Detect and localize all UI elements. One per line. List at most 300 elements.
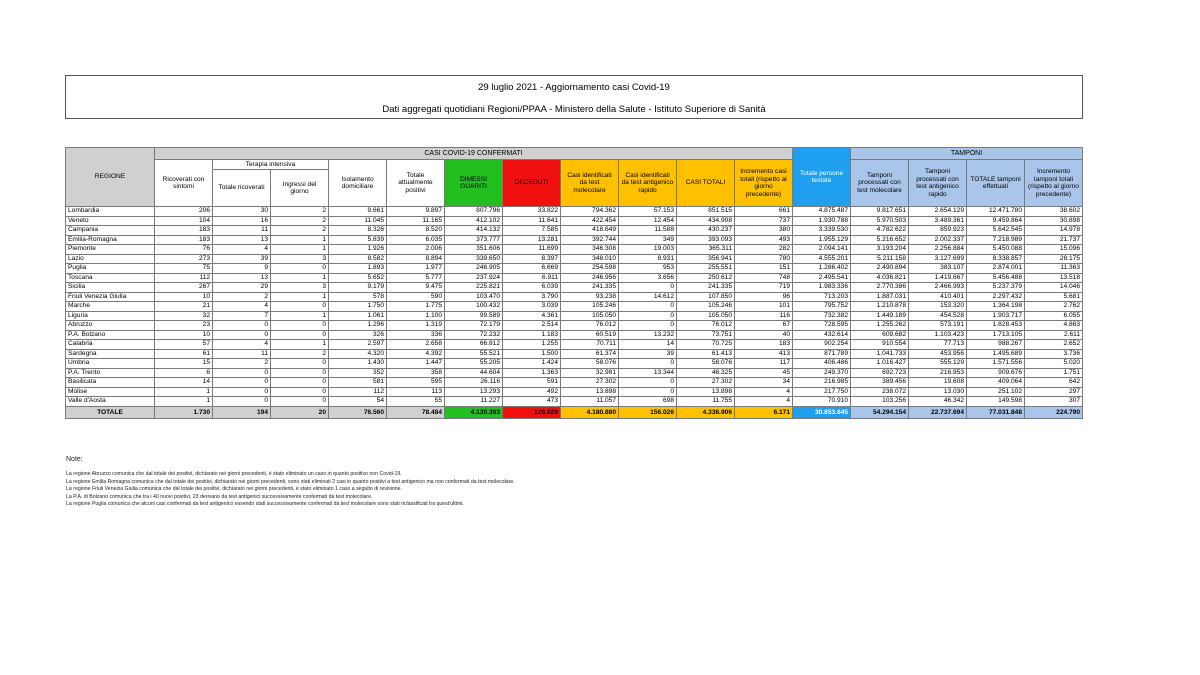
table-cell: 7.585: [503, 226, 561, 236]
table-cell: 1.893: [329, 264, 387, 274]
table-cell: 1.296: [329, 321, 387, 331]
table-cell: 737: [735, 216, 793, 226]
table-row: [66, 292, 1083, 302]
table-cell: 16: [213, 216, 271, 226]
table-cell: 117: [735, 359, 793, 369]
table-cell: 4: [213, 245, 271, 255]
table-cell: 0: [271, 330, 329, 340]
table-cell: 493: [735, 235, 793, 245]
table-cell: 2.002.337: [909, 235, 967, 245]
table-cell: 267: [155, 283, 213, 293]
table-cell: 11.588: [619, 226, 677, 236]
table-cell: 34: [735, 378, 793, 388]
table-cell: 910.554: [851, 340, 909, 350]
table-cell: 4.392: [387, 349, 445, 359]
total-cell: 78.484: [387, 406, 445, 418]
table-cell: 4.036.821: [851, 273, 909, 283]
header-casi-test-molecolare: Casi identificati da test molecolare: [561, 160, 619, 207]
table-cell: 151: [735, 264, 793, 274]
table-cell: 70.725: [677, 340, 735, 350]
region-name: Emilia-Romagna: [66, 235, 155, 245]
table-cell: 57: [155, 340, 213, 350]
table-cell: 99.589: [445, 311, 503, 321]
table-cell: 794.362: [561, 207, 619, 217]
total-label: TOTALE: [66, 406, 155, 418]
note-line: La regione Puglia comunica che alcuni casi confermati da test antigenico essendo stati successivamente confermati da test molecolare sono stati riclassificati tra quest'ultimi.: [66, 501, 464, 508]
table-cell: 77.713: [909, 340, 967, 350]
table-cell: 1.495.689: [967, 349, 1025, 359]
table-cell: 11.699: [503, 245, 561, 255]
table-cell: 96: [735, 292, 793, 302]
table-cell: 0: [271, 397, 329, 407]
total-cell: 20: [271, 406, 329, 418]
table-cell: 1.255: [503, 340, 561, 350]
table-cell: 0: [271, 302, 329, 312]
table-cell: 9.459.864: [967, 216, 1025, 226]
table-cell: 14.046: [1025, 283, 1083, 293]
table-cell: 105.050: [677, 311, 735, 321]
table-cell: 4.361: [503, 311, 561, 321]
total-cell: 76.560: [329, 406, 387, 418]
table-cell: 237.924: [445, 273, 503, 283]
header-ricoverati-sintomi: Ricoverati con sintomi: [155, 160, 213, 207]
table-cell: 11.045: [329, 216, 387, 226]
table-cell: 1.903.717: [967, 311, 1025, 321]
table-cell: 1.750: [329, 302, 387, 312]
table-cell: 2.597: [329, 340, 387, 350]
table-cell: 100.432: [445, 302, 503, 312]
table-cell: 573.191: [909, 321, 967, 331]
region-name: Marche: [66, 302, 155, 312]
table-cell: 75: [155, 264, 213, 274]
table-cell: 116: [735, 311, 793, 321]
report-title-box: [65, 75, 1083, 119]
header-ingressi-giorno: Ingressi del giorno: [271, 170, 329, 207]
total-cell: 156.026: [619, 406, 677, 418]
table-cell: 14: [155, 378, 213, 388]
table-cell: 238.072: [851, 387, 909, 397]
table-cell: 13.344: [619, 368, 677, 378]
table-cell: 93.238: [561, 292, 619, 302]
table-cell: 2.762: [1025, 302, 1083, 312]
table-cell: 1.183: [503, 330, 561, 340]
table-cell: 297: [1025, 387, 1083, 397]
table-cell: 112: [329, 387, 387, 397]
table-cell: 70.910: [793, 397, 851, 407]
table-cell: 351.606: [445, 245, 503, 255]
table-cell: 27.302: [561, 378, 619, 388]
total-cell: 194: [213, 406, 271, 418]
table-cell: 183: [155, 235, 213, 245]
table-row: [66, 397, 1083, 407]
note-line: La regione Abruzzo comunica che dal totale dei positivi, dichiarato nei giorni precedenti, è stato eliminato un caso in quanto positivo non Covid-19.: [66, 471, 402, 478]
table-cell: 953: [619, 264, 677, 274]
table-cell: 8.338.857: [967, 254, 1025, 264]
region-name: Liguria: [66, 311, 155, 321]
region-name: Basilicata: [66, 378, 155, 388]
table-row: [66, 349, 1083, 359]
table-cell: 13.232: [619, 330, 677, 340]
notes-section: [66, 456, 866, 508]
table-cell: 393.093: [677, 235, 735, 245]
table-cell: 2: [271, 216, 329, 226]
table-cell: 3.039: [503, 302, 561, 312]
table-cell: 19.003: [619, 245, 677, 255]
table-cell: 2: [213, 359, 271, 369]
table-cell: 72.232: [445, 330, 503, 340]
table-cell: 113: [387, 387, 445, 397]
header-dimessi-guariti: DIMESSI GUARITI: [445, 160, 503, 207]
table-cell: 0: [271, 264, 329, 274]
table-cell: 1.977: [387, 264, 445, 274]
table-cell: 5.970.503: [851, 216, 909, 226]
table-cell: 255.551: [677, 264, 735, 274]
table-cell: 5.652: [329, 273, 387, 283]
table-cell: 13.898: [677, 387, 735, 397]
table-cell: 241.335: [677, 283, 735, 293]
table-cell: 1.500: [503, 349, 561, 359]
table-cell: 4.782.622: [851, 226, 909, 236]
table-cell: 5.237.379: [967, 283, 1025, 293]
table-cell: 1.828.453: [967, 321, 1025, 331]
table-cell: 1.430: [329, 359, 387, 369]
table-cell: 4: [213, 340, 271, 350]
table-cell: 595: [387, 378, 445, 388]
table-cell: 55.205: [445, 359, 503, 369]
header-casi-test-antigenico: Casi identificati da test antigenico rapido: [619, 160, 677, 207]
table-cell: 1.449.189: [851, 311, 909, 321]
table-cell: 249.370: [793, 368, 851, 378]
table-cell: 389.456: [851, 378, 909, 388]
table-cell: 104: [155, 216, 213, 226]
table-cell: 1.103.423: [909, 330, 967, 340]
table-row: [66, 226, 1083, 236]
region-name: P.A. Trento: [66, 368, 155, 378]
table-cell: 13.030: [909, 387, 967, 397]
table-cell: 406.486: [793, 359, 851, 369]
table-cell: 5.839: [329, 235, 387, 245]
table-cell: 15: [155, 359, 213, 369]
table-cell: 336: [387, 330, 445, 340]
table-cell: 5.450.088: [967, 245, 1025, 255]
header-regione: REGIONE: [66, 148, 155, 207]
table-cell: 413: [735, 349, 793, 359]
table-cell: 988.267: [967, 340, 1025, 350]
table-cell: 6.055: [1025, 311, 1083, 321]
table-cell: 6.039: [503, 283, 561, 293]
table-row: [66, 302, 1083, 312]
table-cell: 581: [329, 378, 387, 388]
table-cell: 5.681: [1025, 292, 1083, 302]
table-cell: 1: [271, 235, 329, 245]
table-cell: 2.514: [503, 321, 561, 331]
table-cell: 10: [155, 330, 213, 340]
table-cell: 61.374: [561, 349, 619, 359]
table-cell: 28.175: [1025, 254, 1083, 264]
table-cell: 1.286.402: [793, 264, 851, 274]
table-cell: 0: [619, 359, 677, 369]
table-cell: 3.127.699: [909, 254, 967, 264]
table-cell: 1.363: [503, 368, 561, 378]
table-cell: 4: [213, 302, 271, 312]
table-cell: 3: [271, 254, 329, 264]
table-cell: 780: [735, 254, 793, 264]
table-cell: 8.520: [387, 226, 445, 236]
note-line: La regione Emilia Romagna comunica che dal totale dei positivi, dichiarato nei giorni precedenti, sono stati eliminati 2 casi in quanto positivi a test antigenico ma non confermati da test molecolare.: [66, 478, 515, 485]
table-cell: 1.713.105: [967, 330, 1025, 340]
table-cell: 1: [155, 397, 213, 407]
notes-label: Note:: [66, 456, 83, 463]
table-body: [66, 207, 1083, 419]
table-cell: 0: [271, 359, 329, 369]
table-cell: 748: [735, 273, 793, 283]
table-cell: 105.050: [561, 311, 619, 321]
table-cell: 250.612: [677, 273, 735, 283]
table-cell: 807.796: [445, 207, 503, 217]
table-row: [66, 283, 1083, 293]
table-cell: 1.751: [1025, 368, 1083, 378]
table-cell: 9: [213, 264, 271, 274]
table-cell: 14: [619, 340, 677, 350]
table-cell: 45: [735, 368, 793, 378]
table-cell: 352: [329, 368, 387, 378]
total-row: [66, 406, 1083, 418]
table-cell: 3.736: [1025, 349, 1083, 359]
table-cell: 105.246: [677, 302, 735, 312]
header-terapia-intensiva: Terapia intensiva: [213, 160, 329, 170]
table-cell: 358: [387, 368, 445, 378]
region-name: Campania: [66, 226, 155, 236]
table-cell: 719: [735, 283, 793, 293]
covid-data-table: [65, 147, 1083, 419]
table-cell: 432.614: [793, 330, 851, 340]
table-cell: 430.237: [677, 226, 735, 236]
table-row: [66, 311, 1083, 321]
total-cell: 128.029: [503, 406, 561, 418]
region-name: Lombardia: [66, 207, 155, 217]
region-name: Toscana: [66, 273, 155, 283]
table-cell: 698: [619, 397, 677, 407]
table-cell: 0: [213, 378, 271, 388]
table-cell: 44.604: [445, 368, 503, 378]
table-cell: 216.985: [793, 378, 851, 388]
table-cell: 27.302: [677, 378, 735, 388]
table-cell: 76.012: [677, 321, 735, 331]
report-source-subtitle: Dati aggregati quotidiani Regioni/PPAA - Ministero della Salute - Istituto Superiore di Sanità: [382, 104, 766, 115]
region-name: Lazio: [66, 254, 155, 264]
header-totale-ricoverati-ti: Totale ricoverati: [213, 170, 271, 207]
table-cell: 46.342: [909, 397, 967, 407]
table-cell: 26.116: [445, 378, 503, 388]
table-cell: 0: [271, 387, 329, 397]
table-cell: 61: [155, 349, 213, 359]
table-row: [66, 207, 1083, 217]
table-cell: 454.528: [909, 311, 967, 321]
table-cell: 1.061: [329, 311, 387, 321]
table-cell: 11.755: [677, 397, 735, 407]
table-cell: 12.471.780: [967, 207, 1025, 217]
table-cell: 7.218.989: [967, 235, 1025, 245]
table-cell: 2: [271, 207, 329, 217]
table-cell: 2.770.386: [851, 283, 909, 293]
table-cell: 3.489.361: [909, 216, 967, 226]
table-cell: 1.424: [503, 359, 561, 369]
total-cell: 4.180.880: [561, 406, 619, 418]
table-cell: 38.602: [1025, 207, 1083, 217]
table-cell: 217.750: [793, 387, 851, 397]
table-cell: 30: [213, 207, 271, 217]
table-cell: 2.006: [387, 245, 445, 255]
total-cell: 224.790: [1025, 406, 1083, 418]
table-cell: 241.335: [561, 283, 619, 293]
table-cell: 55.521: [445, 349, 503, 359]
table-cell: 6.911: [503, 273, 561, 283]
region-name: Abruzzo: [66, 321, 155, 331]
header-isolamento-domiciliare: Isolamento domiciliare: [329, 160, 387, 207]
table-cell: 2: [271, 226, 329, 236]
table-cell: 13.518: [1025, 273, 1083, 283]
table-cell: 5.211.158: [851, 254, 909, 264]
table-cell: 591: [503, 378, 561, 388]
table-cell: 54: [329, 397, 387, 407]
table-cell: 1: [271, 292, 329, 302]
table-cell: 70.711: [561, 340, 619, 350]
table-cell: 58.076: [561, 359, 619, 369]
table-cell: 13: [213, 273, 271, 283]
table-cell: 61.413: [677, 349, 735, 359]
table-cell: 67: [735, 321, 793, 331]
table-cell: 5.777: [387, 273, 445, 283]
region-name: Umbria: [66, 359, 155, 369]
region-name: Sardegna: [66, 349, 155, 359]
table-cell: 9.475: [387, 283, 445, 293]
table-cell: 0: [213, 387, 271, 397]
header-totale-persone-testate: Totale persone testate: [793, 148, 851, 207]
total-cell: 77.031.848: [967, 406, 1025, 418]
table-cell: 692.723: [851, 368, 909, 378]
table-cell: 418.649: [561, 226, 619, 236]
table-cell: 153.320: [909, 302, 967, 312]
table-cell: 3.193.204: [851, 245, 909, 255]
table-cell: 0: [213, 321, 271, 331]
table-cell: 254.598: [561, 264, 619, 274]
table-cell: 30.898: [1025, 216, 1083, 226]
notes-list: [66, 471, 866, 508]
table-cell: 5.456.488: [967, 273, 1025, 283]
table-cell: 103.256: [851, 397, 909, 407]
table-cell: 859.923: [909, 226, 967, 236]
table-row: [66, 378, 1083, 388]
table-cell: 8.582: [329, 254, 387, 264]
table-cell: 555.129: [909, 359, 967, 369]
table-cell: 2.256.884: [909, 245, 967, 255]
table-cell: 6: [155, 368, 213, 378]
total-cell: 22.737.694: [909, 406, 967, 418]
total-cell: 6.171: [735, 406, 793, 418]
table-row: [66, 245, 1083, 255]
table-cell: 13.293: [445, 387, 503, 397]
table-cell: 4.320: [329, 349, 387, 359]
region-name: Calabria: [66, 340, 155, 350]
note-line: La regione Friuli Venezia Giulia comunica che dal totale dei positivi, dichiarato nei giorni precedenti, è stato eliminato 1 caso a seguito di revisione.: [66, 486, 402, 493]
report-date-title: 29 luglio 2021 - Aggiornamento casi Covid-19: [478, 82, 670, 93]
table-cell: 434.908: [677, 216, 735, 226]
table-cell: 2.094.141: [793, 245, 851, 255]
table-cell: 1.364.198: [967, 302, 1025, 312]
table-cell: 2: [271, 349, 329, 359]
table-cell: 57.153: [619, 207, 677, 217]
header-tamponi: TAMPONI: [851, 148, 1083, 160]
table-cell: 2.611: [1025, 330, 1083, 340]
table-cell: 1.571.556: [967, 359, 1025, 369]
table-cell: 11.227: [445, 397, 503, 407]
table-cell: 661: [735, 207, 793, 217]
table-row: [66, 387, 1083, 397]
table-cell: 348.010: [561, 254, 619, 264]
table-cell: 609.682: [851, 330, 909, 340]
table-cell: 32.981: [561, 368, 619, 378]
table-cell: 72.179: [445, 321, 503, 331]
table-cell: 1.100: [387, 311, 445, 321]
table-row: [66, 340, 1083, 350]
table-cell: 0: [271, 378, 329, 388]
table-cell: 15.096: [1025, 245, 1083, 255]
note-line: La P.A. di Bolzano comunica che tra i 40 nuovi positivi, 23 derivano da test antigenici successivamente confermati da test molecolare.: [66, 493, 373, 500]
table-cell: 713.203: [793, 292, 851, 302]
table-cell: 23: [155, 321, 213, 331]
table-cell: 8.326: [329, 226, 387, 236]
region-name: Friuli Venezia Giulia: [66, 292, 155, 302]
table-cell: 39: [213, 254, 271, 264]
table-cell: 3.656: [619, 273, 677, 283]
table-cell: 0: [619, 311, 677, 321]
total-cell: 4.130.393: [445, 406, 503, 418]
table-cell: 58.076: [677, 359, 735, 369]
table-cell: 1.419.667: [909, 273, 967, 283]
table-cell: 871.789: [793, 349, 851, 359]
table-cell: 492: [503, 387, 561, 397]
table-cell: 11.057: [561, 397, 619, 407]
table-cell: 9.817.651: [851, 207, 909, 217]
table-cell: 473: [503, 397, 561, 407]
table-cell: 225.821: [445, 283, 503, 293]
table-cell: 3: [271, 283, 329, 293]
table-cell: 9.179: [329, 283, 387, 293]
table-cell: 0: [619, 302, 677, 312]
table-cell: 1.210.878: [851, 302, 909, 312]
header-totale-tamponi: TOTALE tamponi effettuati: [967, 160, 1025, 207]
table-cell: 4.863: [1025, 321, 1083, 331]
table-cell: 4: [735, 397, 793, 407]
table-cell: 1.955.129: [793, 235, 851, 245]
table-cell: 149.598: [967, 397, 1025, 407]
table-cell: 11.165: [387, 216, 445, 226]
table-cell: 21.737: [1025, 235, 1083, 245]
table-cell: 5.642.545: [967, 226, 1025, 236]
table-cell: 13.281: [503, 235, 561, 245]
table-cell: 2.297.432: [967, 292, 1025, 302]
region-name: Piemonte: [66, 245, 155, 255]
table-row: [66, 368, 1083, 378]
table-cell: 9.661: [329, 207, 387, 217]
table-cell: 590: [387, 292, 445, 302]
table-cell: 2.466.993: [909, 283, 967, 293]
region-name: Molise: [66, 387, 155, 397]
table-cell: 1.930.788: [793, 216, 851, 226]
table-cell: 29: [213, 283, 271, 293]
table-cell: 40: [735, 330, 793, 340]
table-cell: 3.790: [503, 292, 561, 302]
